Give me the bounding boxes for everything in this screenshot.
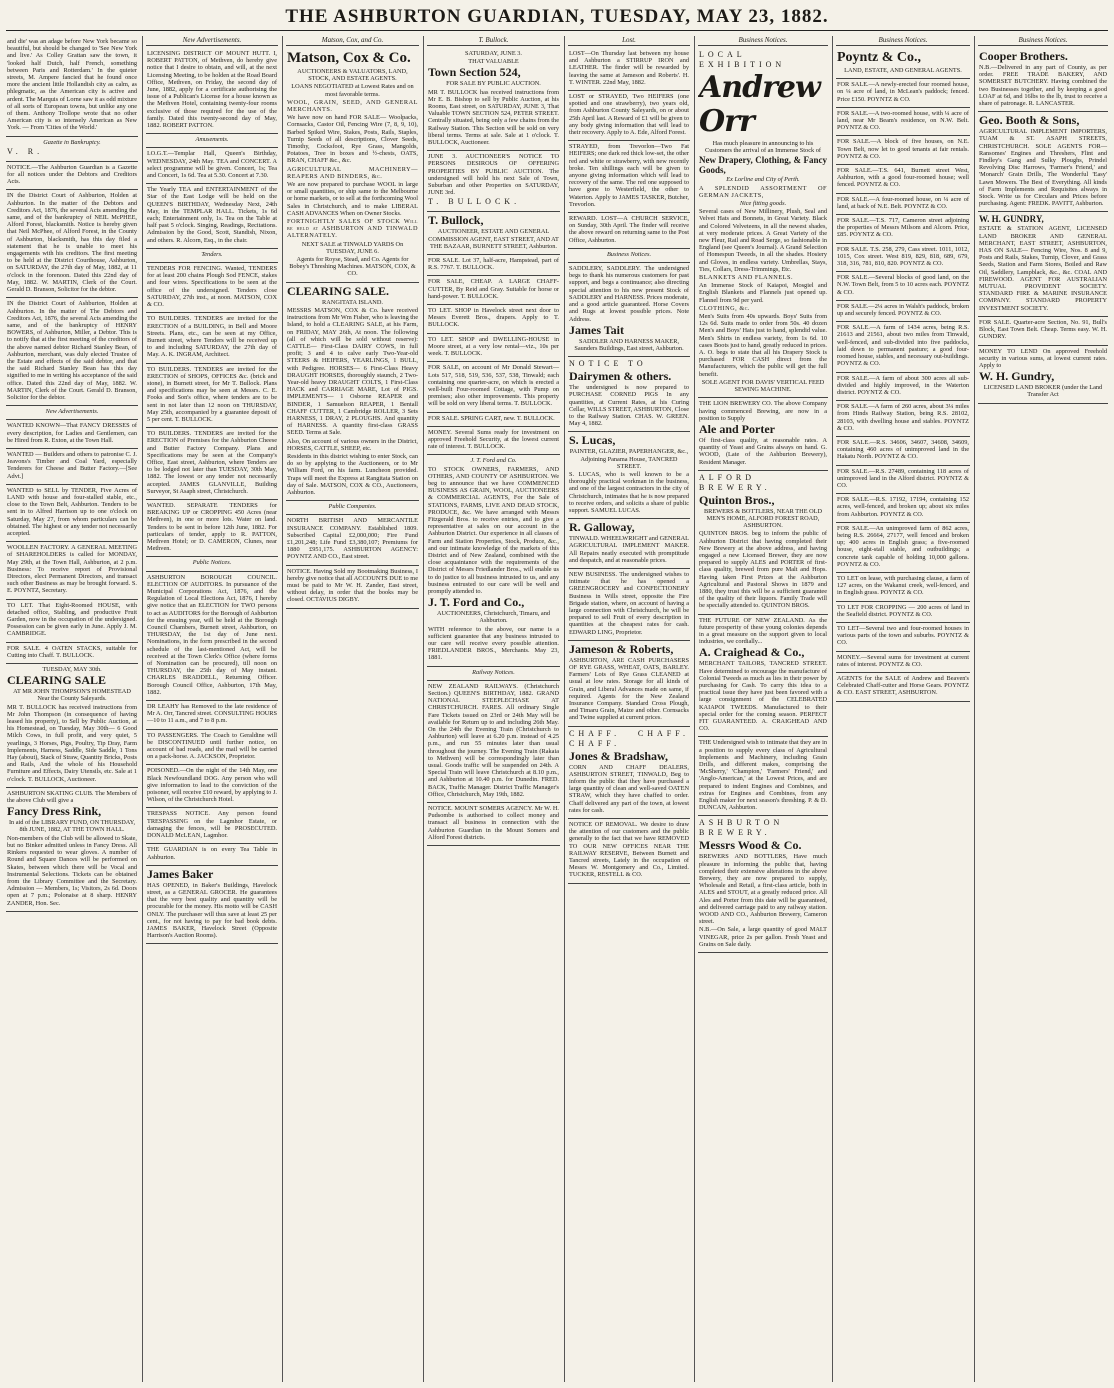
ad-title: Ale and Porter	[699, 421, 775, 436]
ad-text: CORN AND CHAFF DEALERS, ASHBURTON STREET, TINWALD, Beg to inform the public that they have purchased a large quantity of clean and well-saved OATEN STRAW, which they have chaffed to order. Chaff delivered any part of the town, at lowest rates for cash.	[569, 763, 689, 814]
ad-text: SADDLERY, SADDLERY. The undersigned begs to thank his numerous customers for past support, and begs a continuance; also directing special attention to his new present Stock of SADDLERY and HARNESS. Prices moderate, and a good article guaranteed. Horse Covers and Rugs at lowest possible prices. Note Address.	[569, 265, 689, 323]
ad-text: I.O.G.T.—Templar Hall, Queen's Birthday, WEDNESDAY, 24th May. TEA and CONCERT. A select programme will be given. Concert, 1s; Tea and Concert, 1s 6d. Tea at 5.30. Concert at 7.30.	[147, 150, 277, 180]
masthead: THE ASHBURTON GUARDIAN, TUESDAY, MAY 23, 1882.	[285, 6, 829, 27]
notice	[427, 681, 560, 803]
column-header: Business Notices.	[698, 36, 828, 46]
ad-title: Matson, Cox & Co.	[287, 50, 411, 66]
advertisement	[146, 428, 278, 500]
notice	[427, 803, 560, 846]
ad-text: Nice fitting goods.	[739, 200, 787, 208]
advertisement	[6, 449, 138, 485]
advertisement	[6, 542, 138, 599]
advertisement	[836, 165, 970, 194]
ad-title: Cooper Brothers.	[979, 49, 1068, 63]
section-heading	[146, 557, 278, 571]
advertisement	[836, 48, 970, 79]
advertisement	[568, 519, 690, 569]
column-3	[286, 36, 419, 1382]
ad-text: LOANS NEGOTIATED at Lowest Rates and on most favorable terms.	[291, 83, 414, 98]
advertisement	[146, 184, 278, 249]
ad-text: AUCTIONEER, ESTATE AND GENERAL COMMISSION AGENT, EAST STREET, AND AT THE BAZAAR, BURNETT STREET, Ashburton.	[428, 228, 559, 250]
ad-text: MONEY.—Several sums for investment at current rates of interest. POYNTZ & CO.	[837, 653, 969, 668]
advertisement	[698, 816, 828, 953]
heading-text: Gazette in Bankruptcy.	[43, 138, 101, 146]
ad-text: MONEY TO LEND On approved Freehold security in various sums, at lowest current rates. Apply to	[979, 347, 1107, 369]
ad-text: FOR SALE.—T.S. 641, Burnett street West, Ashburton, with a good four-roomed house; well fenced. POYNTZ & CO.	[837, 167, 969, 189]
advertisement	[836, 437, 970, 466]
ad-subtitle: FOR SALE BY PUBLIC AUCTION.	[446, 80, 541, 88]
advertisement	[286, 48, 419, 283]
notice-text: POISONED.—On the night of the 14th May, one Black Newfoundland DOG. Any person who will give information to lead to the conviction of the poisoner, will receive £10 reward, by applying to J. Wilson, of the Christchurch Hotel.	[147, 767, 277, 804]
advertisement	[427, 212, 560, 255]
notice	[6, 190, 138, 298]
notice-text: NOTICE OF REMOVAL. We desire to draw the attention of our customers and the public generally to the fact that we have REMOVED TO OUR NEW OFFICES NEAR THE RAILWAY RESERVE, Between Burnett and Tancred streets, Lately in the occupation of Messrs W. Montgomery and Co., Limited. TUCKER, RESTELL & CO.	[569, 821, 689, 879]
notice-text: NOTICE. Having Sold my Bootmaking Business, I hereby give notice that all ACCOUNTS DUE to me must be paid to Mr W. H. Zander, East street, without delay, in order that the books may be closed. OCTAVIUS DIGBY.	[287, 567, 418, 604]
advertisement	[836, 652, 970, 673]
column-8	[978, 36, 1108, 1382]
notice-signature: T. BULLOCK.	[428, 197, 521, 207]
advertisement	[6, 643, 138, 664]
advertisement	[836, 301, 970, 322]
ad-text: MESSRS MATSON, COX & Co. have received instructions from Mr Wm Fisher, who is leaving the Island, to hold a CLEARING SALE, at his Farm, on FRIDAY, MAY 26th, At noon. The following (all of which will be sold without reserve): CATTLE— First-Class DAIRY COWS, in full profit; 3 and 4 to calve early Two-Year-old STEERS & HEIFERS, YEARLINGS, 1 BULL, with Pedigree. HORSES— 6 First-Class Heavy DRAUGHT HORSES, thoroughly staunch, 2 Two-Year-old heavy DRAUGHT COLTS, 1 First-Class HACK and CARRIAGE MARE, Lot of PIGS. IMPLEMENTS— 1 Osborne REAPER and BINDER, 1 Samuelson REAPER, 1 Bentall CHAFF CUTTER, 1 Cambridge ROLLER, 3 Sets HARNESS, 1 DRAY, 2 PLOUGHS. And quantity of HARNESS. A quantity first-class GRASS SEED. Terms at Sale.	[287, 306, 418, 437]
ad-subtitle: LAND, ESTATE, AND GENERAL AGENTS.	[844, 67, 962, 74]
ad-text: TO BUILDERS. TENDERS are invited for the ERECTION of SHOPS, OFFICES &c. (brick and stone), in Burnett street, for Mr T. Bullock. Plans and specifications may be seen at Messrs. C. E. Fooks and Son's office, where tenders are to be sent in not later than 12 noon on THURSDAY, May 25th, accompanied by a guarantee deposit of 5 per cent. T. BULLOCK.	[147, 365, 277, 423]
ad-text: We are now prepared to purchase WOOL in large or small quantities, or ship same to the Melbourne or home markets, or to sell at the forthcoming Wool Sales in Christchurch, and to make LIBERAL CASH ADVANCES When on Owner Stocks.	[287, 181, 418, 217]
ad-text: WANTED. SEPARATE TENDERS for BREAKING UP or CROPPING 450 Acres (near Methven), in one or more lots. Water on land. Tenders to be sent in before 12th June, 1882. For particulars of tender, apply to R. PATTON, Methven Hotel; or D. CAMERON, Clunes, near Methven.	[147, 501, 277, 553]
ad-subtitle: In aid of the LIBRARY FUND, ON THURSDAY, 8th JUNE, 1882, AT THE TOWN HALL.	[8, 819, 136, 834]
ad-text: An Immense Stock of Kaiapoi, Mosgiel and English Blankets and Flannels just opened up. Flannel from 9d per yard.	[699, 282, 827, 304]
ad-text: FOR SALE.—Several blocks of good land, on the N.W. Town Belt, from 5 to 10 acres each. POYNTZ & CO.	[837, 274, 969, 296]
column-header: T. Bullock.	[427, 36, 560, 46]
column-7	[836, 36, 970, 1382]
advertisement	[836, 244, 970, 273]
section-heading	[427, 667, 560, 681]
ad-text: WOOL, GRAIN, SEED, AND GENERAL MERCHANTS.	[287, 98, 418, 114]
masthead-rule	[6, 30, 1108, 31]
section-heading	[286, 501, 419, 515]
ad-text: FOR SALE.—A farm of about 300 acres all sub-divided and highly improved, in the Waterton district. POYNTZ & CO.	[837, 374, 969, 396]
ad-text: ESTATE & STATION AGENT, LICENSED LAND BROKER AND GENERAL MERCHANT, EAST STREET, ASHBURTON, HAS ON SALE— Fencing Wire, Nos. 8 and 9, Posts and Rails, Stakes, Turnip, Clover, and Grass Seeds, Station and Farm Stores, Boiled and Raw Oil, Saddlery, Lampblack, &c., &c. COAL AND FIREWOOD. AGENT FOR AUSTRALIAN MUTUAL PROVIDENT SOCIETY. STANDARD FIRE & MARINE INSURANCE COMPANY. STANDARD PROPERTY INVESTMENT SOCIETY.	[979, 225, 1107, 312]
advertisement	[836, 466, 970, 495]
advertisement	[427, 362, 560, 412]
ad-title: Quinton Bros.,	[699, 492, 775, 507]
advertisement	[836, 673, 970, 702]
advertisement	[836, 401, 970, 437]
ad-text: MR T. BULLOCK has received instructions from Mr John Thompson (in consequence of having leased his property), to Sell by Public Auction, at his Homestead, on Tuesday, May 30th— 6 Good Milch Cows, in full profit, and very quiet, 5 yearlings, 3 Horses, Pigs, Poultry, Tip Dray, Farm Implements, Harness, Saddle, Side Saddle, 1 Tons Hay (about), Stack of Straw, Quantity Bricks, Posts and Rails, And the whole of his Household Furniture and Effects, Dairy Utensils, etc. Sale at 1 o'clock. T. BULLOCK, Auctioneer.	[7, 703, 137, 783]
ad-text: FOR SALE.—A newly-erected four roomed house, on ¼ acre of land, in McLean's paddock; fenced. Price £150. POYNTZ & CO.	[837, 81, 969, 103]
column-4	[427, 36, 560, 1382]
ad-text: A SPLENDID ASSORTMENT OF GERMAN JACKETS,	[699, 184, 827, 199]
notice	[146, 844, 278, 865]
column-rule	[974, 36, 975, 1382]
ad-title: CLEARING SALE	[7, 673, 107, 688]
ad-text: FOR SALE.—An unimproved farm of 862 acres, being R.S. 26664, 27177, well fenced and broken up; 400 acres in English grass; a five-roomed house, eight-stall stable, and outbuildings; a concrete tank capable of holding 10,000 gallons. POYNTZ & CO.	[837, 524, 969, 568]
ad-text: FOR SALE.—A farm of 260 acres, about 3¼ miles from Hinds Railway Station, being R.S. 28102, 28103, with dwelling house and stables. POYNTZ & CO.	[837, 403, 969, 432]
ad-text: FOR SALE. Quarter-acre Section, No. 91, Bull's Block, East Town Belt. Cheap. Terms easy. W. H. GUNDRY.	[979, 318, 1107, 341]
notice	[6, 298, 138, 406]
ad-text: TO LET. SHOP and DWELLING-HOUSE in Moore street, at a very low rental—viz., 10s per week. T. BULLOCK.	[428, 335, 559, 358]
ad-text: AGRICULTURAL IMPLEMENT IMPORTERS, TUAM & ST. ASAPH STREETS, CHRISTCHURCH. SOLE AGENTS FOR— Ransomes' Engines and Threshers, Flint and Findley's Gang and Sulky Ploughs, Prindel Revolving Disc Harrows, 'Farmer's Friend,' and 'Monarch' Grain Drills, The Wonderful 'Easy' Lawn Mowers. The Best of Everything. All kinds of Farm Implements and Requisites always in Stock. Write us for Circulars and Prices before purchasing. Agent: FREDK. PAVITT, Ashburton.	[979, 128, 1107, 208]
advertisement	[978, 346, 1108, 404]
ad-title: J. T. Ford and Co.,	[428, 595, 525, 610]
ad-text: WANTED to SELL by TENDER, Five Acres of LAND with house and four-stalled stable, etc., close to the Town Belt, Ashburton. Tenders to be sent in to Alfred Harrison up to one o'clock on Saturday, May 27, from whom particulars can be obtained. The highest or any tender not necessarily accepted.	[7, 486, 137, 537]
ad-text: Non-members of the Club will be allowed to Skate, but no Binker admitted unless in Fancy Dress. All Rinkers requested to wear gloves. A number of Round and Square Dances will be performed on Skates, between which there will be Vocal and Instrumental Selections. Tickets can be obtained from the Library Committee and the Secretary. Admission — Members, 1s; Visitors, 2s 6d. Doors open at 7 p.m.; Polonaise at 8 sharp. HENRY ZANDER, Hon. Sec.	[7, 834, 137, 907]
advertisement	[836, 194, 970, 215]
column-header: Lost.	[568, 36, 690, 46]
notice	[286, 566, 419, 609]
ad-text: We have now on hand FOR SALE— Woolpacks, Cornsacks, Castor Oil, Fencing Wire (7, 8, 9, 10), Barbed Spiked Wire, Stakes, Posts, Rails, Staples, Turnip Seeds of all descriptions, Clover Seeds, Timothy, Cocksfoot, Rye Grass, Mangolds, Potatoes, Tree in boxes and ½-chests, OATS, BRAN, CHAFF &c., &c.	[287, 114, 418, 165]
notice-text: THE GUARDIAN is on every Tea Table in Ashburton.	[147, 846, 277, 861]
advertisement	[836, 373, 970, 402]
notice	[146, 701, 278, 730]
ad-text: WANTED — Builders and others to patronise C. J. Jeavons's Timber and Coal Yard, especially Tenderers for Cheese and Butter Factory.—[See Advt.]	[7, 450, 137, 480]
ad-subtitle: Ex Lorline and City of Perth.	[726, 176, 800, 184]
advertisement	[698, 471, 828, 615]
column-rule	[832, 36, 833, 1382]
section-heading	[146, 134, 278, 148]
advertisement	[836, 322, 970, 372]
advertisement	[836, 623, 970, 652]
ad-title: T. Bullock,	[428, 213, 484, 228]
notice-text: ASHBURTON BOROUGH COUNCIL. ELECTION OF AUDITORS. In pursuance of the Municipal Corporations Act, 1876, and the Regulation of Local Elections Act, 1876, I hereby give notice that an ELECTION for TWO persons to act as AUDITORS for the Borough of Ashburton for the ensuing year, will be held at the Borough Council Chambers, Burnett street, Ashburton, on THURSDAY, the 1st day of June next. Nominations, in the form prescribed in the second schedule of the last-mentioned Act, will be received at the Town Clerk's Office (where forms of Nomination can be procured), till noon on THURSDAY, the 25th day of May instant. CHARLES BRADDELL, Returning Officer. Borough Council Office, Ashburton, 17th May, 1882.	[147, 573, 278, 696]
ad-text: FOR SALE.—A two-roomed house, with ¼ acre of land, near Mr Beam's residence, on N.W. Belt. POYNTZ & CO.	[837, 109, 969, 132]
heading-text: Amusements.	[195, 136, 229, 144]
ad-text: TO STOCK OWNERS, FARMERS, AND OTHERS, AND COUNTY OF ASHBURTON. We beg to announce that we have COMMENCED BUSINESS AS GRAIN, WOOL, AUCTIONEERS & COMMERCIAL AGENTS, For the Sale of STATIONS, FARMS, LIVE AND DEAD STOCK, PRODUCE, &c. We have arranged with Messrs Fitzgerald Bros. to receive entries, and to give a representative at sales on our account in the Ashburton District. Our experience in all classes of Farm and Station Properties, Stock, Produce, &c., and our intimate knowledge of the markets of this District and of New Zealand, combined with the close acquaintance with the requirements of the District of Messrs Friedlander Bros., will enable us to do justice to all business intrusted to us, and any business entrusted to our care will be well and promptly attended to.	[428, 465, 559, 595]
section-heading	[568, 249, 690, 263]
advertisement	[698, 737, 828, 816]
ad-text: THE LION BREWERY CO. The above Company having commenced Brewing, are now in a position to Supply	[699, 400, 827, 422]
ad-text: TO LET—Several two and four-roomed houses in various parts of the town and suburbs. POYNTZ & CO.	[837, 624, 969, 647]
advertisement	[836, 523, 970, 573]
ad-text: AUCTIONEERS & VALUATORS, LAND, STOCK, AND ESTATE AGENTS.	[297, 68, 408, 83]
ad-header: ASHBURTON BREWERY.	[699, 818, 784, 838]
ad-text: FOR SALE.—T.S. 717, Cameron street adjoining the properties of Messrs Milsom and Alcorn. Price, £85. POYNTZ & CO.	[837, 217, 969, 239]
ad-text: Residents in this district wishing to enter Stock, can do so by applying to the Auctioneers, or to Mr William Ford, on his farm. Luncheon provided. Traps will meet the Express at Rangitata Station on day of Sale. MATSON, COX & CO., Auctioneers, Ashburton.	[287, 452, 418, 496]
ad-title: Town Section 524,	[428, 65, 521, 80]
notice-text: IN the District Court of Ashburton, Holden at Ashburton. In the matter of The Debtors and Creditors Act, 1876, the several Acts amending the same, and of the bankruptcy of HENRY BOWERS, of Ashburton, Miller, a Debtor. This is to notify that at the first meeting of the creditors of the above named debtor Richard Stanley Bean, of Ashburton, merchant, was duly elected Trustee of the Estate and effects of the said debtor, and that the said Richard Stanley Bean has this day signified to me in writing his acceptance of the said office. Dated this 22nd day of May, 1882. W. MARTIN, Clerk of the Court. Gerald D. Branson, Solicitor for the debtor.	[7, 300, 137, 401]
advertisement	[978, 48, 1108, 112]
heading-text: New Advertisements.	[45, 408, 99, 416]
ad-text: TO LET FOR CROPPING — 200 acres of land in the Seafield district. POYNTZ & CO.	[837, 603, 969, 618]
ad-text: The Yearly TEA and ENTERTAINMENT of the Star of the East Lodge will be held on the QUEEN'S BIRTHDAY, Wednesday Next, 24th May, in the TEMPLAR HALL. Tickets, 1s 6d each; Entertainment only, 1s. Tea on the Table at half past 5 o'clock. Singing, Readings, Recitations. Admission by the Good, Scott, Standish, Nixon, and others. R. Alcorn, Esq., in the chair.	[147, 186, 277, 244]
ad-header: NOTICE TO	[569, 359, 647, 369]
advertisement	[698, 398, 828, 470]
ad-text: N.B.—Delivered in any part of County, as per order. FREE TRADE BAKERY, AND SOMERSET BUTCHERY. Having combined the two Businesses together, and by keeping a good LOAF at 6d, and 16lbs to the lb, trust to receive a share of patronage. R. LANCASTER.	[979, 64, 1107, 108]
advertisement	[146, 364, 278, 429]
ad-subtitle: SADDLER AND HARNESS MAKER, Saunders Buildings, East street, Ashburton.	[574, 337, 684, 352]
ad-text: FOR SALE. T.S. 258, 279, Cass street. 1011, 1012, 1015, Cox street. West 819, 829, 818, 689, 679, 318, 316, 781, 810, 820. POYNTZ & CO.	[837, 245, 969, 268]
ad-text: MONEY. Several Sums ready for investment on approved Freehold Security, at the lowest current rate of interest. T. BULLOCK.	[428, 428, 559, 451]
ad-text: TINWALD. WHEELWRIGHT and GENERAL AGRICULTURAL IMPLEMENT MAKER. All Repairs neatly executed with promptitude and despatch, and at reasonable prices.	[569, 535, 689, 564]
ad-text: FOR SALE. SPRING CART, new. T. BULLOCK.	[428, 414, 555, 422]
advertisement	[836, 215, 970, 244]
advertisement	[427, 255, 560, 276]
ad-text: TO LET. That Eight-Roomed HOUSE, with detached office, Stabling, and productive Fruit Garden, now in the occupation of the undersigned. Possession can be given early in June. Apply J. M. CAMBRIDGE.	[7, 601, 137, 638]
notice-text: LOST or STRAYED, Two HEIFERS (one spotted and one strawberry), two years old, from Ashburton County Saleyards, on or about 25th April last. A Reward of £1 will be given to any body giving information that will lead to their recovery. Apply to A. Ede, Alford Forest.	[569, 93, 689, 137]
advertisement	[978, 317, 1108, 346]
ad-subtitle: RANGITATA ISLAND.	[322, 298, 383, 306]
advertisement	[427, 427, 560, 456]
ad-text: MR T. BULLOCK has received instructions from Mr E. B. Bishop to sell by Public Auction, at his Rooms, East street, on SATURDAY, JUNE 3, That Valuable TOWN SECTION 524, PETER STREET. Centrally situated, being only a few chains from the Railway Station. This Section will be sold on very liberal terms. Terms at sale. Sale at 1 o'clock. T. BULLOCK, Auctioneer.	[428, 88, 559, 147]
column-rule	[423, 36, 424, 1382]
advertisement	[836, 79, 970, 108]
ad-header: LOCAL EXHIBITION	[699, 50, 786, 69]
advertisement	[146, 48, 278, 134]
ad-text: AGENTS for the SALE of Andrew and Beaven's Celebrated Chaff-cutter and Horse Gears. POYNTZ & CO. EAST STREET, ASHBURTON.	[837, 675, 969, 697]
heading-text: Tenders.	[201, 250, 223, 258]
notice-text: REWARD. LOST—A CHURCH SERVICE, on Sunday, 30th April. The finder will receive the above reward on returning same to the Post Office, Ashburton.	[569, 215, 689, 244]
notice	[427, 151, 560, 212]
ad-text: TO LET. SHOP in Havelock street next door to Messrs Everett Bros., drapers. Apply to T. BULLOCK.	[428, 307, 559, 329]
notice-text: NOTICE. MOUNT SOMERS AGENCY. Mr W. H. Pudsombe is authorised to collect money and transact all business in connection with the Ashburton Guardian in the Mount Somers and Alford Forest districts.	[428, 805, 559, 841]
advertisement	[6, 420, 138, 449]
ad-text: ASHBURTON, ARE CASH PURCHASERS OF RYE GRASS, WHEAT, OATS, BARLEY. Farmers' Lots of Rye Grass CLEANED at usual at low rates. Storage for all kinds of Grain, and Liberal Advances made on same, if required. Agents for the New Zealand Insurance Company. Standard Cross Plough, and Timaru Grain, Maize and other. Cornsacks and Twine supplied at current prices.	[569, 656, 689, 722]
heading-text: Business Notices.	[606, 250, 652, 258]
ad-title: W. H. GUNDRY,	[979, 214, 1044, 225]
notice	[146, 730, 278, 766]
advertisement	[146, 263, 278, 313]
advertisement	[427, 48, 560, 151]
section-heading	[146, 249, 278, 263]
notice	[568, 819, 690, 884]
notice	[568, 213, 690, 249]
ad-subtitle: AUCTIONEERS, Christchurch, Timaru, and Ashburton.	[437, 610, 550, 625]
ad-header: ALFORD BREWERY.	[699, 472, 771, 492]
advertisement	[286, 515, 419, 565]
ad-text: THE Undersigned wish to intimate that they are in a position to supply every class of Agricultural Implements and Machinery, including Grain Drills, and different makes, comprising the 'McSherry,' 'Champion,' 'Farmers' Friend,' and 'Anglo-American,' at the Lowest Prices, and are prepared to indent Engines and Combines, and extras for Engines and Combines, from any English maker for next season's threshing. P. & D. DUNCAN, Ashburton.	[699, 739, 827, 812]
heading-text: Public Companies.	[328, 503, 377, 511]
ad-text: FOR SALE. 4 OATEN STACKS, suitable for Cutting into Chaff. T. BULLOCK.	[7, 644, 137, 659]
ad-text: Agents for Royse, Stead, and Co. Agents for Bobey's Threshing Machines. MATSON, COX, & CO.	[289, 256, 416, 278]
ad-text: FOR SALE.—A block of five houses, on N.E. Town Belt, now let to good tenants at fair rentals. POYNTZ & CO.	[837, 138, 969, 160]
ad-text: Also, On account of various owners in the District, HORSES, CATTLE, SHEEP, etc.	[287, 437, 418, 452]
advertisement	[427, 334, 560, 363]
advertisement	[427, 455, 560, 666]
ad-text: BREWERS AND BOTTLERS, Have much pleasure in informing the public that, having completed their extensive alterations in the above Brewery, they are now prepared to supply, Wholesale and Retail, a first-class article, both in ALES and STOUT, at a greatly reduced price. All Ales and Porter from this date will be guaranteed, and delivered carriage paid to any railway station. WOOD AND CO., Ashburton Brewery, Cameron street.	[699, 853, 827, 926]
notice	[6, 162, 138, 191]
column-6	[698, 36, 828, 1382]
advertisement	[146, 866, 278, 945]
advertisement	[568, 263, 690, 357]
column-rule	[694, 36, 695, 1382]
notice	[146, 808, 278, 844]
ad-title: W. H. Gundry,	[979, 369, 1055, 384]
ad-subtitle: AT MR JOHN THOMPSON'S HOMESTEAD Near the County Saleyards.	[13, 688, 131, 703]
advertisement	[978, 212, 1108, 316]
ad-text: FOR SALE.—R.S. 17192, 17194, containing 152 acres, well-fenced, and broken up; about six miles from Ashburton. POYNTZ & CO.	[837, 496, 969, 518]
ad-date: TUESDAY, MAY 30th.	[42, 666, 102, 674]
ad-title: Geo. Booth & Sons,	[979, 113, 1080, 128]
heading-text: Public Notices.	[192, 559, 232, 567]
ad-title: Jones & Bradshaw,	[569, 748, 669, 763]
ad-subtitle: LICENSED LAND BROKER (under the Land Transfer Act	[983, 384, 1103, 399]
column-rule	[142, 36, 143, 1382]
ad-text: FOR SALE.—A four-roomed house, on ¼ acre of land, at back of N.E. Belt. POYNTZ & CO.	[837, 195, 969, 210]
ad-header: J. T. Ford and Co.	[470, 457, 517, 465]
ad-text: QUINTON BROS. beg to inform the public of Ashburton District that having completed their New Brewery at the above address, and having engaged a new Licensed Brewer, they are now prepared to supply ALES and PORTER of first-class quality, brewed from pure Malt and Hops. Having taken First Prizes at the Ashburton Agricultural and Pastoral Shows in 1879 and 1880, they trust this will be a sufficient guarantee of the quality of their liquors. Family Trade will be specially attended to. QUINTON BROS.	[699, 530, 827, 610]
notice-text: IN the District Court of Ashburton, Holden at Ashburton. In the matter of the Debtors and Creditors Act, 1876, the several Acts amending the same, and of the bankruptcy of NEIL McPHEE, Alford Forest, blacksmith. Notice is hereby given that Neil McPhee, of Alford Forest, in the County of Ashburton, blacksmith, has this day filed a statement that he is unable to meet his engagements with his creditors. The first meeting to be held at the District Courthouse, Ashburton, on SATURDAY, the 27th day of May, 1882, at 11 o'clock in the forenoon. Dated this 22nd day of May, 1882. W. MARTIN, Clerk of the Court. Gerald D. Branson, Solicitor for the debtor.	[7, 192, 137, 294]
advertisement	[698, 48, 828, 398]
column-5	[568, 36, 690, 1382]
notice	[568, 48, 690, 91]
ad-text: TO BUILDERS. TENDERS are invited for the ERECTION of Premises for the Ashburton Cheese and Butter Factory Company. Plans and Specifications may be seen at the Company's Office, East street, Ashburton, where Tenders are to be lodged not later than TUESDAY, 30th May, 1882. The lowest or any tender not necessarily accepted. JAMES GLANVILLE, Building Surveyor, St Asaph street, Christchurch.	[147, 430, 277, 495]
advertisement	[146, 148, 278, 184]
ad-title: Dairymen & others.	[569, 369, 672, 384]
ad-title: New Drapery, Clothing, & Fancy Goods,	[699, 155, 827, 176]
ad-text: NEW BUSINESS. The undersigned wishes to intimate that he has opened a GREENGROCERY and CONFECTIONERY Business in Wills street, opposite the Fire Brigade station, where, on account of having a large connection with Christchurch, he will be prepared to sell Fruit of every description in quantities at the cheapest rates for cash. EDWARD LING, Proprietor.	[569, 570, 689, 636]
advertisement	[568, 569, 690, 641]
ad-title: A. Craighead & Co.,	[699, 645, 805, 660]
ad-text: WOOLLEN FACTORY. A GENERAL MEETING of SHAREHOLDERS is called for MONDAY, May 29th, at the Town Hall, Ashburton, at 2 p.m. Business: To receive report of Provisional Directors, elect Permanent Directors, and transact such other Business as may be brought forward. S. E. POYNTZ, Secretary.	[7, 544, 137, 595]
section-heading	[6, 406, 138, 420]
notice-text: LOST—On Thursday last between my house and Ashburton a STIRRUP IRON and LEATHER. The finder will be rewarded by leaving the same at Jameson and Roberts'. H. T. WINTER. 22nd May, 1882.	[569, 50, 689, 86]
ad-signature-logo: Andrew Orr	[699, 70, 820, 139]
advertisement	[286, 283, 419, 501]
ad-text: TENDERS FOR FENCING. Wanted, TENDERS for at least 200 chains Plough Sod FENCE, stakes and four wires. Specifications to be seen at the office of the undersigned. Tenders close SATURDAY, 27th inst., at noon. MATSON, COX & CO.	[147, 265, 277, 309]
ad-text: FOR SALE, on account of Mr Donald Stewart—Lots 517, 518, 519, 536, 537, 538, Tinwald; each containing one quarter-acre, on which is erected a well-built Four-roomed Cottage, with Pump on premises; also other improvements. This property will be sold on very liberal terms. T. BULLOCK.	[428, 364, 559, 408]
advertisement	[427, 413, 560, 427]
column-rule	[564, 36, 565, 1382]
advertisement	[978, 112, 1108, 212]
ad-text: Of first-class quality, at reasonable rates. A quantity of Yeast and Grains always on hand. G. WOOD, (Late of the Ashburton Brewery), Resident Manager.	[699, 436, 827, 466]
notice-text: TRESPASS NOTICE. Any person found TRESPASSING on the Lagmhor Estate, or damaging the fences, will be PROSECUTED. DONALD McLEAN, Lagmhor.	[147, 810, 277, 840]
notice-text: JUNE 3. AUCTIONEER'S NOTICE TO PERSONS DESIROUS OF OFFERING PROPERTIES BY PUBLIC AUCTION. The undersigned will hold his next Sale of Town, Suburban and other Properties on SATURDAY, JUNE 3rd.	[428, 153, 559, 197]
advertisement	[836, 602, 970, 623]
advertisement	[427, 276, 560, 305]
ad-text: THAT VALUABLE	[468, 58, 519, 66]
advertisement	[6, 664, 138, 788]
ad-text: NEXT SALE at TINWALD YARDS On TUESDAY, JUNE 6.	[301, 240, 404, 255]
advertisement	[836, 136, 970, 165]
ad-text: FOR SALE, CHEAP. A LARGE CHAFF-CUTTER, By Reid and Gray. Suitable for horse or hand-power. T. BULLOCK.	[428, 278, 559, 300]
notice-text: NEW ZEALAND RAILWAYS. (Christchurch Section.) QUEEN'S BIRTHDAY, 1882. GRAND NATIONAL STEEPLECHASE AT CHRISTCHURCH. FARES. All ordinary Single Fare Tickets issued on 23rd or 24th May will be available for Return up to and including 26th May. On the 24th the Evening Train (Christchurch to Ashburton) will leave at 6.20 p.m. instead of 4.25 p.m., and run 55 minutes later than usual throughout the journey. The Evening Train (Rakaia to Methven) will be correspondingly later than usual. Goods traffic will be suspended on 24th. A Special Train will leave Christchurch at 8.10 p.m., and Ashburton at 10.40 p.m. for Dunedin. FRED. BACK, Traffic Manager. District Traffic Manager's Office, Christchurch, May 19th, 1882.	[428, 682, 559, 798]
advertisement	[6, 788, 138, 912]
notice-text: STRAYED, from Trevorlon—Two Fat HEIFERS; one dark red thick low-set, the other red and white or strawberry, with new recently broke. Ten shillings each will be given to anyone giving information which will lead to recovery of the same. The red one supposed to have gone to Westerfield, the other to Waterton. Apply to JAMES TASKER, Butcher, Trevorlon.	[569, 143, 689, 208]
ad-text: FORTNIGHTLY SALES OF STOCK Will be held at ASHBURTON AND TINWALD ALTERNATELY.	[287, 218, 418, 240]
advertisement	[836, 108, 970, 137]
ad-text: THE FUTURE OF NEW ZEALAND. As the future prosperity of these young colonies depends in a great measure on the support given to local industries, we cordially...	[699, 616, 827, 646]
ad-text: BLANKETS AND FLANNELS.	[699, 274, 794, 282]
ad-text: SOLE AGENT FOR DAVIS' VERTICAL FEED SEWING MACHINE.	[701, 378, 825, 394]
advertisement	[568, 641, 690, 727]
notice-text: DR LEAHY has Removed to the late residence of Mr A. Orr, Tancred street. CONSULTING HOURS—10 to 11 a.m., and 7 to 8 p.m.	[147, 703, 277, 725]
ad-title: R. Galloway,	[569, 520, 635, 535]
ad-title: Messrs Wood & Co.	[699, 838, 802, 853]
ad-text: CLOTHING, &c.	[699, 304, 750, 312]
advertisement	[836, 573, 970, 602]
ad-title: CLEARING SALE.	[287, 283, 390, 298]
notice-text: TO PASSENGERS. The Coach to Geraldine will be DISCONTINUED until further notice, on account of bad roads, and the mail will be carried on a pack-horse. A. JACKSON, Proprietor.	[147, 731, 277, 761]
ad-title: Fancy Dress Rink,	[7, 804, 102, 819]
ad-text: LICENSING DISTRICT OF MOUNT HUTT. I, ROBERT PATTON, of Methven, do hereby give notice that I desire to obtain, and will, at the next Licensing Meeting, to be holden at the Road Board Office, Methven, on Friday, the second day of June, 1882, apply for a certificate authorising the issue of a Publican's License for a house known as the Methven Hotel, containing twenty-four rooms exclusive of those required for the use of the family. Dated this twenty-second day of May, 1882. ROBERT PATTON.	[147, 50, 277, 130]
ad-text: The undersigned is now prepared to PURCHASE CORNED PIGS In any quantities, at Current Rates, at his Curing Cellar, WILLS STREET, ASHBURTON, Close to the Railway Station. CHAS. W. GREEN. May 4, 1882.	[569, 384, 689, 428]
column-header: Business Notices.	[978, 36, 1108, 46]
notice-text: NOTICE.—The Ashburton Guardian is a Gazette for all notices under the Debtors and Creditors Acts.	[7, 163, 137, 186]
advertisement	[6, 600, 138, 643]
advertisement	[568, 432, 690, 519]
ad-text: WITH reference to the above, our name is a sufficient guarantee that any business intrusted to our care will receive every possible attention. FRIEDLANDER BROS., Merchants. May 23, 1881.	[428, 625, 559, 662]
advertisement	[146, 500, 278, 557]
ad-text: Several cases of New Millinery, Plush, Seal and Velvet Hats and Bonnets, in Great Variety. Black and Colored Velveteens, in all the newest shades, at very moderate prices. A Great Variety of the new Fleur, Rail and Road Serge, so fashionable in England (see Queen's Journal). A Grand Selection of Homespun Tweeds, in all the shades. Hosiery and Gloves, in endless variety. Umbrellas, Stays, Ties, Collars, Dress-Trimmings, Etc.	[699, 208, 827, 273]
ad-text: Men's Suits from 40s upwards. Boys' Suits from 12s 6d. Suits made to order from 50s. 40 dozen Men's and Boys' Hats just to hand, splendid value. Men's Shirts in endless variety, from 1s 6d. 10 cases Boots just to hand, greatly reduced in prices. A. O. begs to state that all his Drapery Stock is purchased FOR CASH direct from the Manufacturers, which the public will get the full benefit.	[699, 313, 827, 378]
ad-text: S. LUCAS, who is well known to be a thoroughly practical workman in the business, and one of the largest contractors in the city of Christchurch, intimates that he is now prepared to receive orders, and solicits a share of public support. SAMUEL LUCAS.	[569, 470, 689, 514]
ad-title: James Tait	[569, 322, 625, 337]
column-1	[6, 36, 138, 1382]
advertisement	[698, 615, 828, 738]
section-heading	[6, 137, 138, 162]
article-text: and die' was an adage before New York became so beautiful, but should be changed to 'See New York and live.' As Colley Grattan saw the town, it 'looked half Dutch, half French, something between Paris and Rotterdam.' In the quieter streets, M. Ampere fancied that he found once more the ancient little Hollandish city as calm, as phlegmatic, as the American city is active and ardent. The Marquis of Lorne saw it as odd mixture of all sorts of European towns, but unlike any one of them. Anthony Trollope wrote that no other American city is so intensely American as New York. — From 'Cities of the World.'	[7, 38, 137, 132]
notice	[146, 572, 278, 701]
column-header: New Advertisements.	[146, 36, 278, 46]
ad-text: N.B.—On Sale, a large quantity of good MALT VINEGAR, price 2s per gallon. Fresh Yeast and Grains on Sale daily.	[699, 926, 827, 948]
ad-text: HAS OPENED, in Baker's Buildings, Havelock street, as a GENERAL GROCER. He guarantees that the very best quality and quantity will be procurable for the money. His motto will be CASH ONLY. The purchaser will thus save at least 25 per cent., for not having to pay for bad book debts. JAMES BAKER, Havelock Street (Opposite Harrison's Auction Rooms).	[147, 881, 277, 940]
ad-text: FOR SALE.—R.S. 27489, containing 118 acres of unimproved land in the Alford district. POYNTZ & CO.	[837, 467, 969, 489]
ad-title: Jameson & Roberts,	[569, 641, 674, 656]
notice	[568, 141, 690, 213]
ad-text: Has much pleasure in announcing to his Customers the arrival of an Immense Stock of	[705, 140, 821, 155]
ad-text: FOR SALE.—A farm of 1434 acres, being R.S. 21613 and 21561, about two miles from Tinwald, well-fenced, and sub-divided into five paddocks, laid down to permanent pasture; a good four-roomed house, stables, and necessary out-buildings. POYNTZ & CO.	[837, 324, 969, 368]
ad-text: ASHBURTON SKATING CLUB. The Members of the above Club will give a	[7, 789, 137, 805]
ad-text: AGRICULTURAL MACHINERY— REAPERS AND BINDERS, &c.	[287, 165, 418, 180]
ad-text: FOR SALE.—R.S. 34606, 34607, 34608, 34609, containing 460 acres of unimproved land in the Hakatu North. POYNTZ & CO.	[837, 438, 969, 461]
ad-text: TO BUILDERS. TENDERS are invited for the ERECTION of a BUILDING, in Bell and Moore Streets. Plans, etc., can be seen at my Office, Burnett street, where Tenders will be received up to and including SATURDAY, the 27th day of May. A. K. INGRAM, Architect.	[147, 315, 277, 359]
advertisement	[568, 727, 690, 819]
advertisement	[836, 272, 970, 301]
advertisement	[836, 494, 970, 523]
ad-subtitle: BREWERS & BOTTLERS, NEAR THE OLD MEN'S HOME, ALFORD FOREST ROAD, ASHBURTON.	[703, 507, 823, 530]
ad-text: FOR SALE.—2¼ acres in Walsh's paddock, broken up and securely fenced. POYNTZ & CO.	[837, 302, 969, 318]
column-2	[146, 36, 278, 1382]
advertisement	[427, 305, 560, 334]
article	[6, 36, 138, 137]
column-rule	[282, 36, 283, 1382]
ad-text: WANTED KNOWN—That FANCY DRESSES of every description, for Ladies and Gentlemen, can be Hired from R. Exton, at the Town Hall.	[7, 422, 137, 444]
ad-text: TO LET on lease, with purchasing clause, a farm of 127 acres, on the Wakanui creek, well-fenced, and in English grass. POYNTZ & CO.	[837, 574, 969, 597]
ad-subtitle: PAINTER, GLAZIER, PAPERHANGER, &c., Adjoining Panama House, TANCRED STREET.	[569, 448, 689, 470]
ad-text: NORTH BRITISH AND MERCANTILE INSURANCE COMPANY. Established 1809. Subscribed Capital £2,000,000; Fire Fund £1,201,248; Life Fund £3,380,107; Premiums for 1880 £951,175. ASHBURTON AGENCY: POYNTZ AND CO., East street.	[287, 517, 418, 561]
ad-title: James Baker	[147, 866, 214, 881]
column-header: Matson, Cox, and Co.	[286, 36, 419, 46]
notice	[146, 765, 278, 808]
royal-cipher: V. R.	[7, 146, 44, 156]
ad-text: FOR SALE. Lot 37, half-acre, Hampstead, part of R.S. 7767. T. BULLOCK.	[428, 257, 559, 272]
ad-title: Poyntz & Co.,	[837, 50, 921, 65]
ad-header: CHAFF. CHAFF. CHAFF.	[569, 728, 689, 748]
heading-text: Railway Notices.	[472, 668, 515, 676]
column-header: Business Notices.	[836, 36, 970, 46]
advertisement	[568, 357, 690, 432]
advertisement	[6, 485, 138, 542]
ad-text: MERCHANT TAILORS, TANCRED STREET. Have determined to encourage the manufacture of Colonial Tweeds as much as lies in their power by purchasing for Cash. To carry this idea to a practical issue they have just been favored with a large consignment of the CELEBRATED KAIAPOI TWEEDS. Manufactured to their special order for the coming season. PERFECT FIT GUARANTEED. A. CRAIGHEAD AND CO.	[699, 660, 827, 733]
ad-title: S. Lucas,	[569, 433, 616, 448]
notice	[568, 91, 690, 141]
ad-date: SATURDAY, JUNE 3.	[464, 50, 523, 57]
advertisement	[146, 313, 278, 363]
